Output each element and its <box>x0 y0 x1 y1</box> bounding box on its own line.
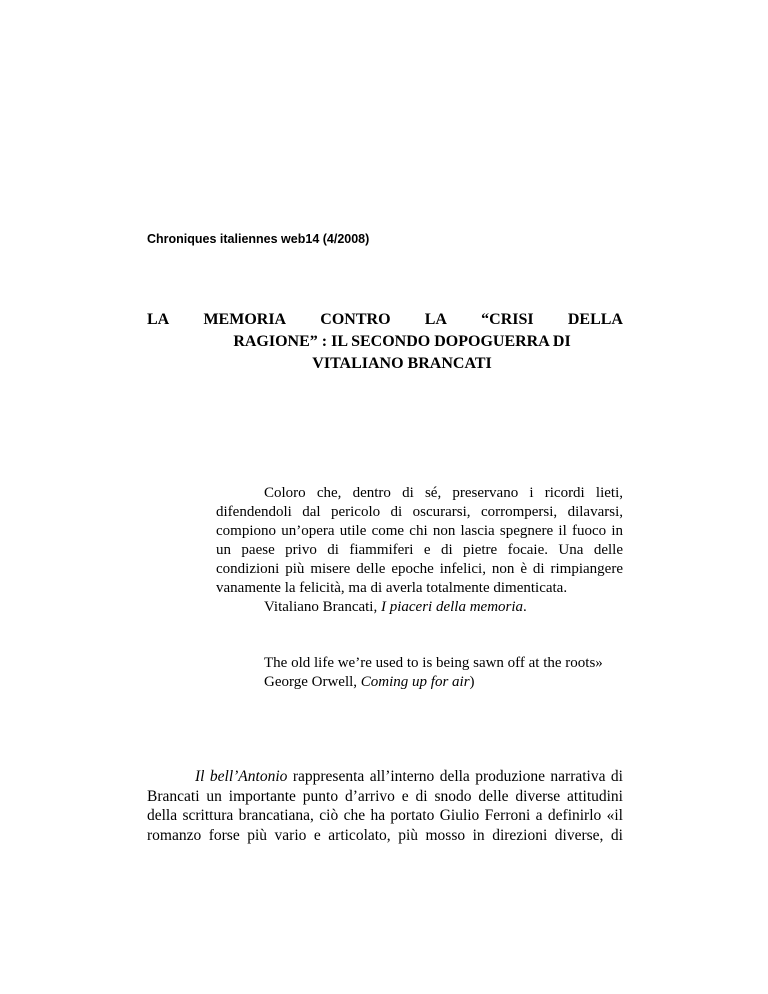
epigraph-work: Coming up for air <box>360 674 470 690</box>
title-word: LA <box>424 311 447 328</box>
epigraph-attribution <box>264 673 624 692</box>
paragraph-text <box>147 767 623 845</box>
title-line-3: VITALIANO BRANCATI <box>312 355 492 372</box>
epigraph-text: The old life we’re used to is being sawn off at the roots» <box>264 655 603 671</box>
epigraph-text: Coloro che, dentro di sé, preservano i ricordi lieti, difendendoli dal pericolo di oscurarsi, corrompersi, dilavarsi, compiono un’opera utile come chi non lascia spegnere il fuoco in un paese privo di fiammiferi e di pietre focaie. Una delle condizioni più misere delle epoche infelici, non è di rimpiangere vanamente la felicità, ma di averla totalmente dimenticata. <box>216 485 623 596</box>
epigraph-author: Vitaliano Brancati, <box>264 599 381 615</box>
epigraph-attribution <box>216 598 623 617</box>
title-word: MEMORIA <box>203 311 287 328</box>
title-word: CONTRO <box>320 311 391 328</box>
novel-title: Il bell’Antonio <box>195 768 288 785</box>
title-word: LA <box>147 311 170 328</box>
epigraph-end: . <box>523 599 527 615</box>
epigraph-author: George Orwell, <box>264 674 361 690</box>
epigraph-end: ) <box>469 674 475 690</box>
epigraph-orwell <box>264 654 624 692</box>
body-paragraph <box>147 767 623 845</box>
title-line-2: RAGIONE” : IL SECONDO DOPOGUERRA DI <box>233 333 571 350</box>
article-title <box>147 309 623 375</box>
title-word: DELLA <box>567 311 623 328</box>
journal-header: Chroniques italiennes web14 (4/2008) <box>147 232 370 246</box>
title-word: “CRISI <box>481 311 534 328</box>
epigraph-work: I piaceri della memoria <box>380 599 524 615</box>
title-line-1 <box>147 309 623 331</box>
epigraph-brancati <box>216 484 623 617</box>
paragraph-content: rappresenta all’interno della produzione narrativa di Brancati un importante punto d’arrivo e di snodo delle diverse attitudini della scrittura brancatiana, ciò che ha portato Giulio Ferroni a definirlo «il romanzo forse più vario e articolato, più mosso in direzioni diverse, di <box>147 768 623 844</box>
